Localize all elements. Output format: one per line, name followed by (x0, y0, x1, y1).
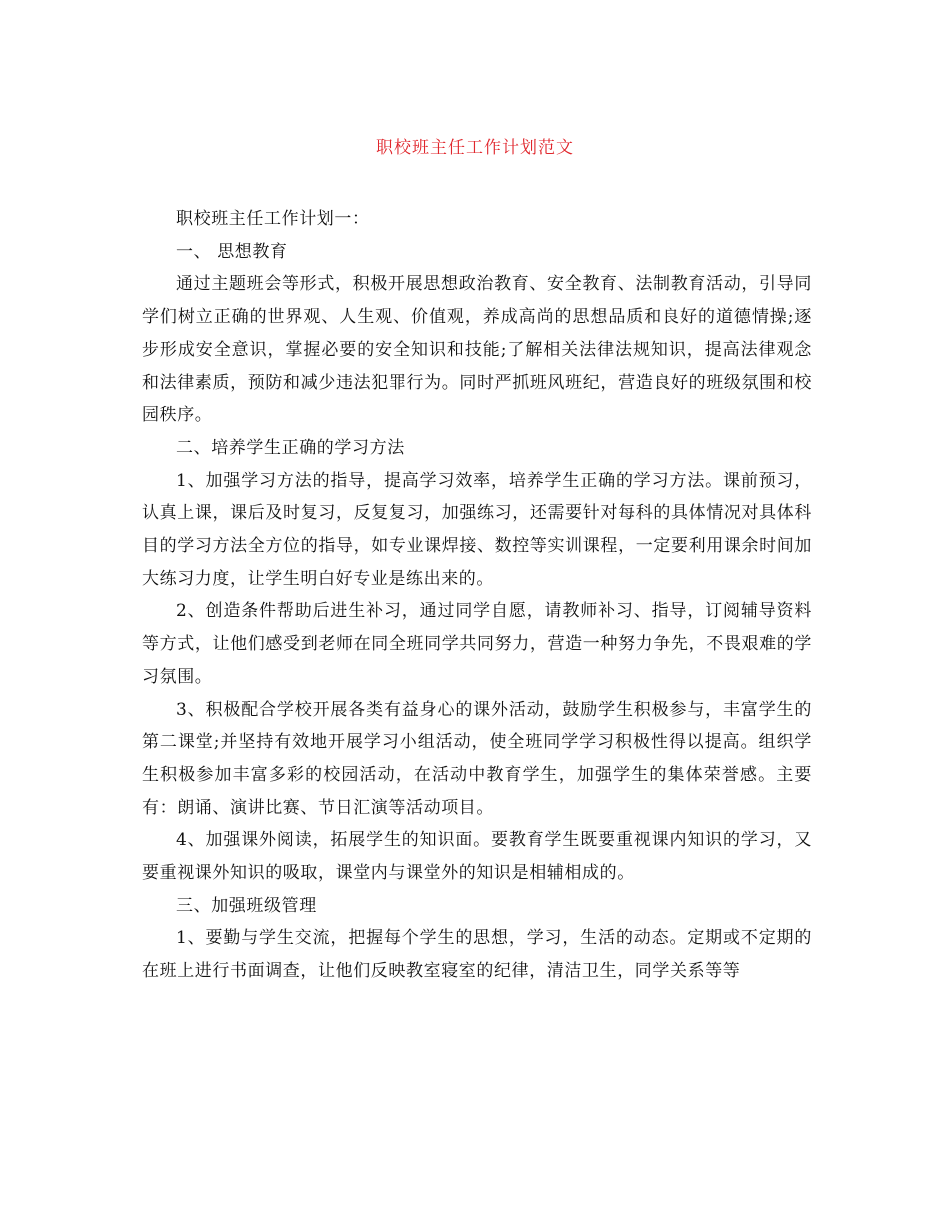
paragraph-management-1: 1、要勤与学生交流，把握每个学生的思想，学习，生活的动态。定期或不定期的在班上进行书面调查，让他们反映教室寝室的纪律，清洁卫生，同学关系等等 (142, 928, 812, 982)
paragraph-plan-heading: 职校班主任工作计划一： (176, 209, 370, 229)
section-heading-class-management: 三、加强班级管理 (176, 895, 317, 916)
paragraph-study-2: 2、创造条件帮助后进生补习，通过同学自愿，请教师补习、指导，订阅辅导资料等方式，让他们感受到老师在同全班同学共同努力，营造一种努力争先，不畏艰难的学习氛围。 (142, 601, 812, 687)
document-title: 职校班主任工作计划范文 (376, 138, 574, 158)
paragraph-study-3: 3、积极配合学校开展各类有益身心的课外活动，鼓励学生积极参与，丰富学生的第二课堂;并坚持有效地开展学习小组活动，使全班同学学习积极性得以提高。组织学生积极参加丰富多彩的校园活动，在活动中教育学生，加强学生的集体荣誉感。主要有：朗诵、演讲比赛、节日汇演等活动项目。 (142, 699, 812, 818)
paragraph-study-1: 1、加强学习方法的指导，提高学习效率，培养学生正确的学习方法。课前预习，认真上课，课后及时复习，反复复习，加强练习，还需要针对每科的具体情况对具体科目的学习方法全方位的指导，如专业课焊接、数控等实训课程，一定要利用课余时间加大练习力度，让学生明白好专业是练出来的。 (142, 470, 812, 589)
document-body (142, 203, 812, 988)
section-heading-study-methods: 二、培养学生正确的学习方法 (176, 437, 405, 458)
paragraph-study-4: 4、加强课外阅读，拓展学生的知识面。要教育学生既要重视课内知识的学习，又要重视课外知识的吸取，课堂内与课堂外的知识是相辅相成的。 (142, 830, 812, 884)
paragraph-ideology: 通过主题班会等形式，积极开展思想政治教育、安全教育、法制教育活动，引导同学们树立正确的世界观、人生观、价值观，养成高尚的思想品质和良好的道德情操;逐步形成安全意识，掌握必要的安全知识和技能;了解相关法律法规知识，提高法律观念和法律素质，预防和减少违法犯罪行为。同时严抓班风班纪，营造良好的班级氛围和校园秩序。 (142, 274, 812, 426)
section-heading-ideology: 一、 思想教育 (176, 241, 288, 262)
